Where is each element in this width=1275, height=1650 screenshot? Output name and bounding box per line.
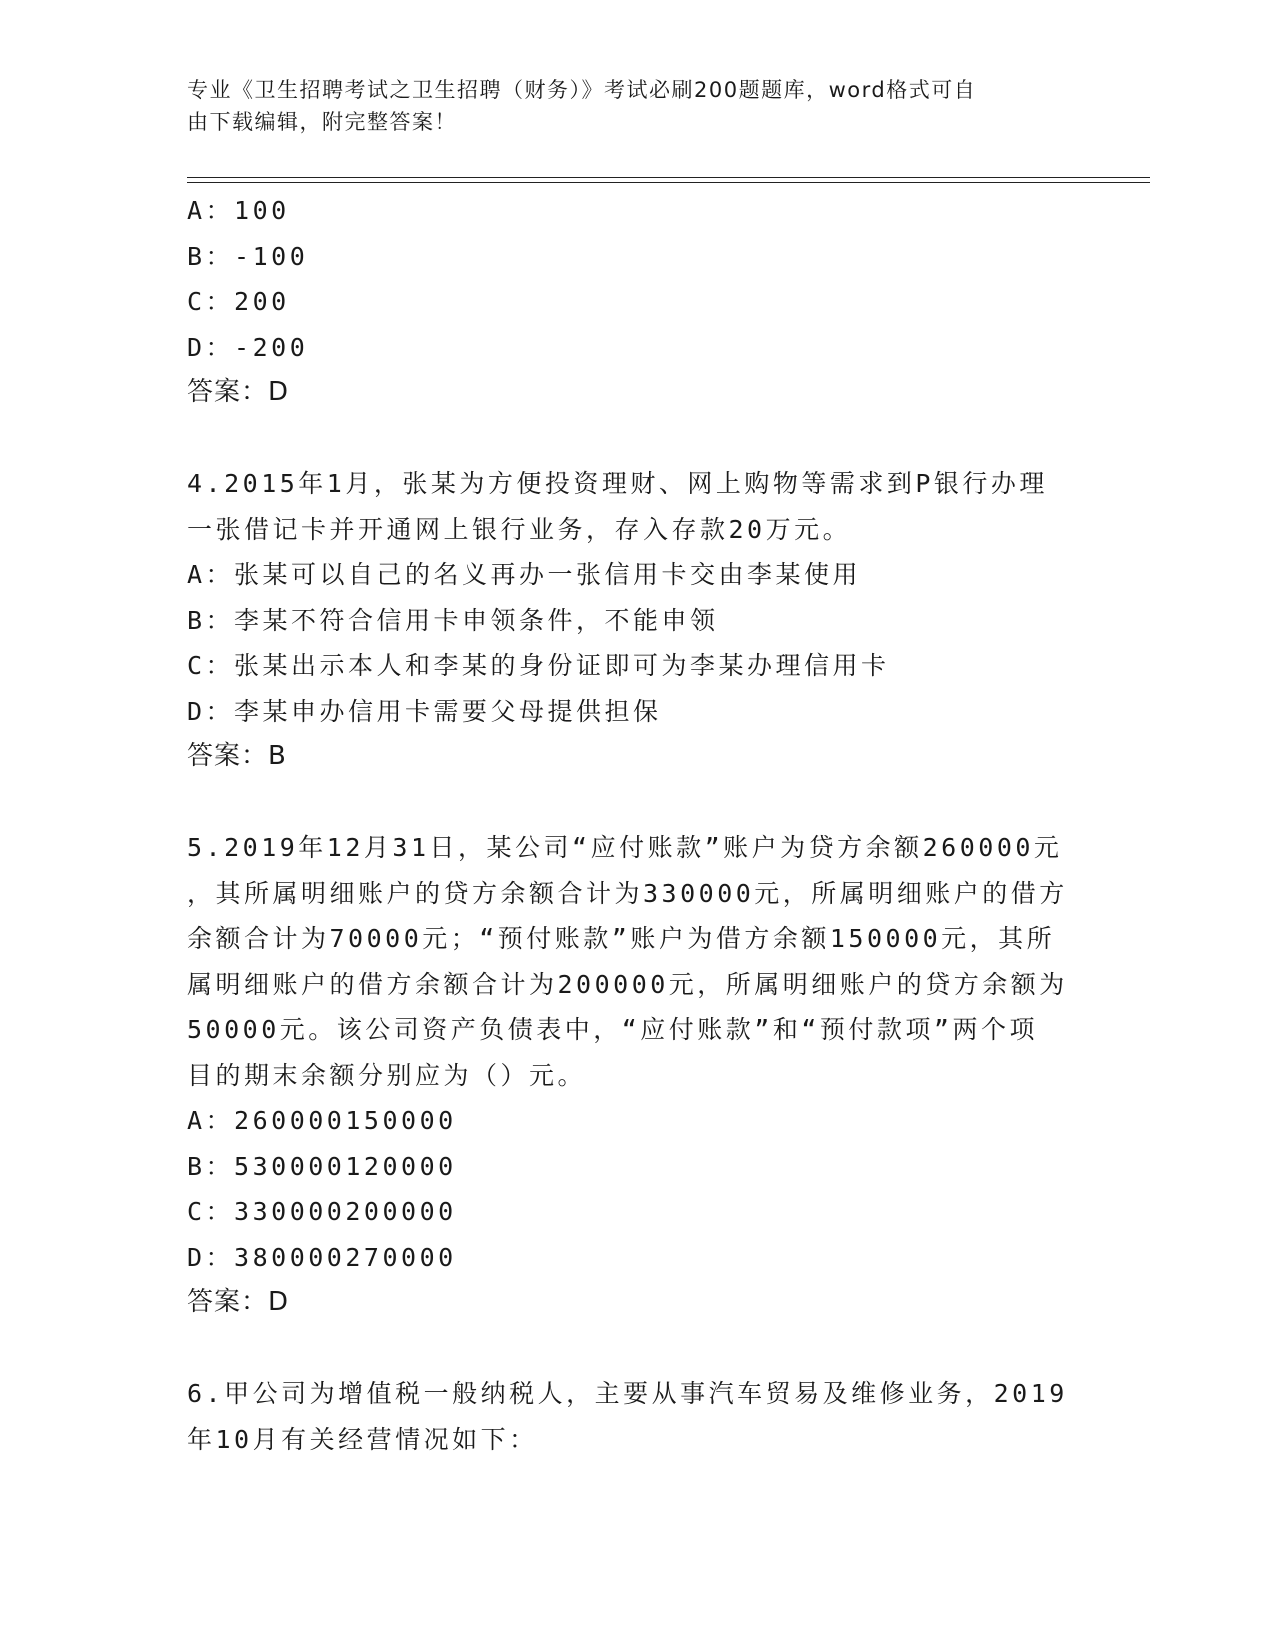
option-d: D：380000270000 bbox=[187, 1242, 457, 1272]
question-stem-line: 一张借记卡并开通网上银行业务，存入存款20万元。 bbox=[187, 514, 852, 544]
document-header bbox=[187, 74, 1087, 138]
option-d: D：李某申办信用卡需要父母提供担保 bbox=[187, 696, 662, 726]
header-line-2: 由下载编辑，附完整答案！ bbox=[187, 110, 457, 134]
option-c: C：330000200000 bbox=[187, 1197, 457, 1226]
question-stem-line: 目的期末余额分别应为（）元。 bbox=[187, 1060, 587, 1090]
question-stem-line: ，其所属明细账户的贷方余额合计为330000元，所属明细账户的借方 bbox=[187, 878, 1068, 908]
question-list bbox=[187, 188, 1087, 1462]
header-divider-bottom bbox=[187, 182, 1150, 183]
option-c: C：张某出示本人和李某的身份证即可为李某办理信用卡 bbox=[187, 651, 890, 680]
answer: 答案：D bbox=[187, 1287, 290, 1317]
answer: 答案：D bbox=[187, 377, 290, 407]
question-stem-line: 50000元。该公司资产负债表中，“应付账款”和“预付款项”两个项 bbox=[187, 1015, 1038, 1044]
option-a: A：260000150000 bbox=[187, 1106, 457, 1135]
question-stem-line: 年10月有关经营情况如下： bbox=[187, 1424, 538, 1454]
question-6 bbox=[187, 1371, 1087, 1462]
question-stem-line: 属明细账户的借方余额合计为200000元，所属明细账户的贷方余额为 bbox=[187, 969, 1068, 999]
option-b: B：李某不符合信用卡申领条件，不能申领 bbox=[187, 605, 719, 635]
question-stem-line: 余额合计为70000元；“预付账款”账户为借方余额150000元，其所 bbox=[187, 924, 1056, 953]
option-c: C：200 bbox=[187, 287, 290, 316]
header-line-1: 专业《卫生招聘考试之卫生招聘（财务）》考试必刷200题题库，word格式可自 bbox=[187, 78, 977, 102]
header-divider-top bbox=[187, 177, 1150, 178]
question-5 bbox=[187, 825, 1087, 1326]
question-stem-line: 6.甲公司为增值税一般纳税人，主要从事汽车贸易及维修业务，2019 bbox=[187, 1379, 1068, 1408]
question-4 bbox=[187, 461, 1087, 780]
spacer bbox=[187, 1326, 1087, 1372]
answer: 答案：B bbox=[187, 741, 287, 771]
spacer bbox=[187, 780, 1087, 826]
option-d: D：-200 bbox=[187, 332, 309, 362]
option-a: A：100 bbox=[187, 196, 290, 225]
option-a: A：张某可以自己的名义再办一张信用卡交由李某使用 bbox=[187, 560, 862, 589]
spacer bbox=[187, 416, 1087, 462]
option-b: B：-100 bbox=[187, 241, 309, 271]
question-stem-line: 4.2015年1月，张某为方便投资理财、网上购物等需求到P银行办理 bbox=[187, 469, 1048, 498]
question-stem-line: 5.2019年12月31日，某公司“应付账款”账户为贷方余额260000元 bbox=[187, 833, 1063, 862]
option-b: B：530000120000 bbox=[187, 1151, 457, 1181]
question-3 bbox=[187, 188, 1087, 416]
